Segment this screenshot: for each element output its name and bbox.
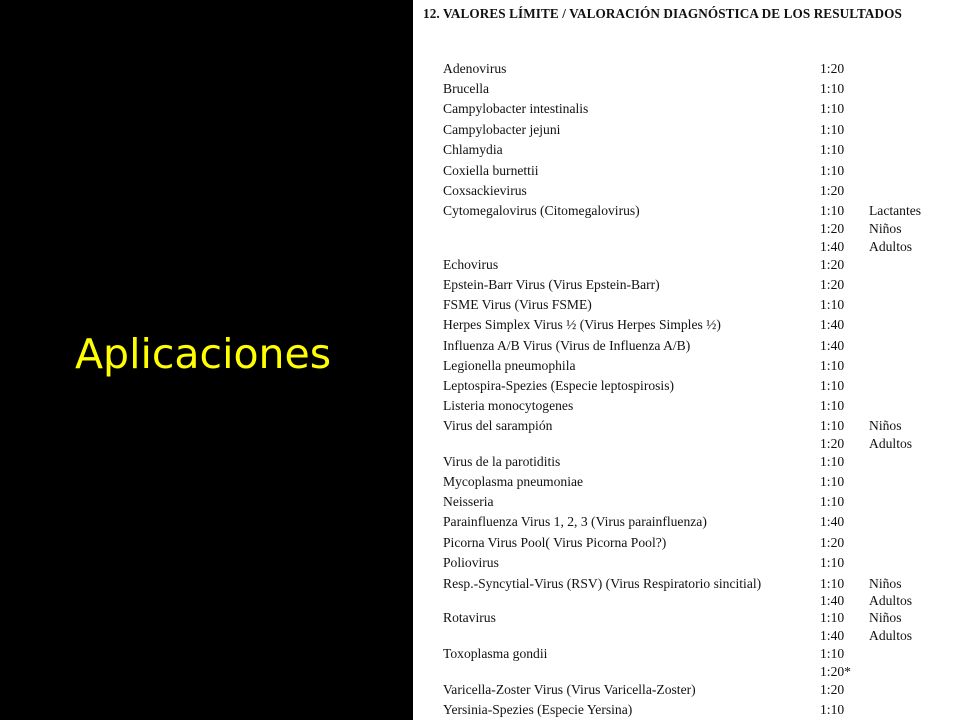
titer-value: 1:10 [820, 101, 845, 116]
table-row [413, 575, 960, 593]
table-row [413, 701, 960, 719]
titer-value: 1:10 [820, 418, 845, 433]
titer-value: 1:10 [820, 122, 845, 137]
titer-value: 1:40 [820, 593, 845, 608]
titer-value: 1:10 [820, 610, 845, 625]
table-row [413, 681, 960, 699]
table-row [413, 256, 960, 274]
organism-name: Adenovirus [443, 61, 507, 76]
organism-name: Virus de la parotiditis [443, 454, 561, 469]
titer-value: 1:20 [820, 277, 845, 292]
organism-name: Resp.-Syncytial-Virus (RSV) (Virus Respiratorio sincitial) [443, 576, 762, 591]
organism-name: Influenza A/B Virus (Virus de Influenza A/B) [443, 338, 691, 353]
table-row [413, 663, 960, 681]
titer-value: 1:10 [820, 576, 845, 591]
titer-value: 1:20 [820, 535, 845, 550]
titer-value: 1:20* [820, 664, 851, 679]
titer-value: 1:10 [820, 454, 845, 469]
age-group-note: Niños [869, 418, 902, 433]
table-row [413, 534, 960, 552]
organism-name: Picorna Virus Pool( Virus Picorna Pool?) [443, 535, 667, 550]
table-row [413, 417, 960, 435]
organism-name: Leptospira-Spezies (Especie leptospirosis) [443, 378, 675, 393]
organism-name: Legionella pneumophila [443, 358, 576, 373]
table-row [413, 473, 960, 491]
table-row [413, 296, 960, 314]
table-row [413, 60, 960, 78]
table-row [413, 121, 960, 139]
table-row [413, 316, 960, 334]
organism-name: Campylobacter intestinalis [443, 101, 589, 116]
table-row [413, 337, 960, 355]
organism-name: Herpes Simplex Virus ½ (Virus Herpes Simples ½) [443, 317, 721, 332]
table-row [413, 645, 960, 663]
table-row [413, 357, 960, 375]
organism-name: Neisseria [443, 494, 494, 509]
table-row [413, 80, 960, 98]
age-group-note: Niños [869, 221, 902, 236]
organism-name: Campylobacter jejuni [443, 122, 561, 137]
titer-value: 1:10 [820, 81, 845, 96]
age-group-note: Adultos [869, 593, 913, 608]
organism-name: Rotavirus [443, 610, 496, 625]
document-heading: 12. VALORES LÍMITE / VALORACIÓN DIAGNÓSTICA DE LOS RESULTADOS [423, 6, 902, 21]
organism-name: Echovirus [443, 257, 499, 272]
table-row [413, 453, 960, 471]
organism-name: Brucella [443, 81, 490, 96]
organism-name: Toxoplasma gondii [443, 646, 548, 661]
table-row [413, 100, 960, 118]
organism-name: Poliovirus [443, 555, 499, 570]
titer-value: 1:10 [820, 398, 845, 413]
titer-value: 1:10 [820, 555, 845, 570]
titer-value: 1:10 [820, 163, 845, 178]
titer-value: 1:20 [820, 257, 845, 272]
table-row [413, 397, 960, 415]
titer-value: 1:40 [820, 338, 845, 353]
titer-value: 1:10 [820, 358, 845, 373]
titer-value: 1:10 [820, 203, 845, 218]
titer-value: 1:20 [820, 61, 845, 76]
titer-value: 1:20 [820, 183, 845, 198]
table-row [413, 592, 960, 610]
titer-value: 1:10 [820, 494, 845, 509]
titer-value: 1:40 [820, 628, 845, 643]
table-row [413, 513, 960, 531]
titer-value: 1:10 [820, 474, 845, 489]
titer-value: 1:40 [820, 514, 845, 529]
titer-value: 1:20 [820, 436, 845, 451]
organism-name: Cytomegalovirus (Citomegalovirus) [443, 203, 640, 218]
table-row [413, 493, 960, 511]
age-group-note: Lactantes [869, 203, 922, 218]
age-group-note: Adultos [869, 239, 913, 254]
titer-value: 1:40 [820, 317, 845, 332]
organism-name: Coxiella burnettii [443, 163, 539, 178]
organism-name: Listeria monocytogenes [443, 398, 574, 413]
titer-value: 1:20 [820, 221, 845, 236]
titer-value: 1:10 [820, 646, 845, 661]
organism-name: Yersinia-Spezies (Especie Yersina) [443, 702, 633, 717]
titer-value: 1:20 [820, 682, 845, 697]
table-row [413, 276, 960, 294]
slide-title: Aplicaciones [75, 330, 332, 378]
organism-name: Virus del sarampión [443, 418, 553, 433]
organism-name: Coxsackievirus [443, 183, 527, 198]
age-group-note: Adultos [869, 436, 913, 451]
table-row [413, 141, 960, 159]
document-page [413, 0, 960, 720]
table-row [413, 435, 960, 453]
age-group-note: Adultos [869, 628, 913, 643]
age-group-note: Niños [869, 610, 902, 625]
titer-value: 1:10 [820, 702, 845, 717]
organism-name: Varicella-Zoster Virus (Virus Varicella-Zoster) [443, 682, 696, 697]
organism-name: Parainfluenza Virus 1, 2, 3 (Virus parainfluenza) [443, 514, 707, 529]
table-row [413, 377, 960, 395]
organism-name: FSME Virus (Virus FSME) [443, 297, 592, 312]
table-row [413, 182, 960, 200]
organism-name: Mycoplasma pneumoniae [443, 474, 584, 489]
table-row [413, 627, 960, 645]
titer-value: 1:10 [820, 297, 845, 312]
table-row [413, 162, 960, 180]
titer-value: 1:10 [820, 378, 845, 393]
organism-name: Epstein-Barr Virus (Virus Epstein-Barr) [443, 277, 660, 292]
table-row [413, 609, 960, 627]
titer-value: 1:10 [820, 142, 845, 157]
table-row [413, 220, 960, 238]
titer-value: 1:40 [820, 239, 845, 254]
age-group-note: Niños [869, 576, 902, 591]
organism-name: Chlamydia [443, 142, 503, 157]
table-row [413, 202, 960, 220]
table-row [413, 238, 960, 256]
table-row [413, 554, 960, 572]
